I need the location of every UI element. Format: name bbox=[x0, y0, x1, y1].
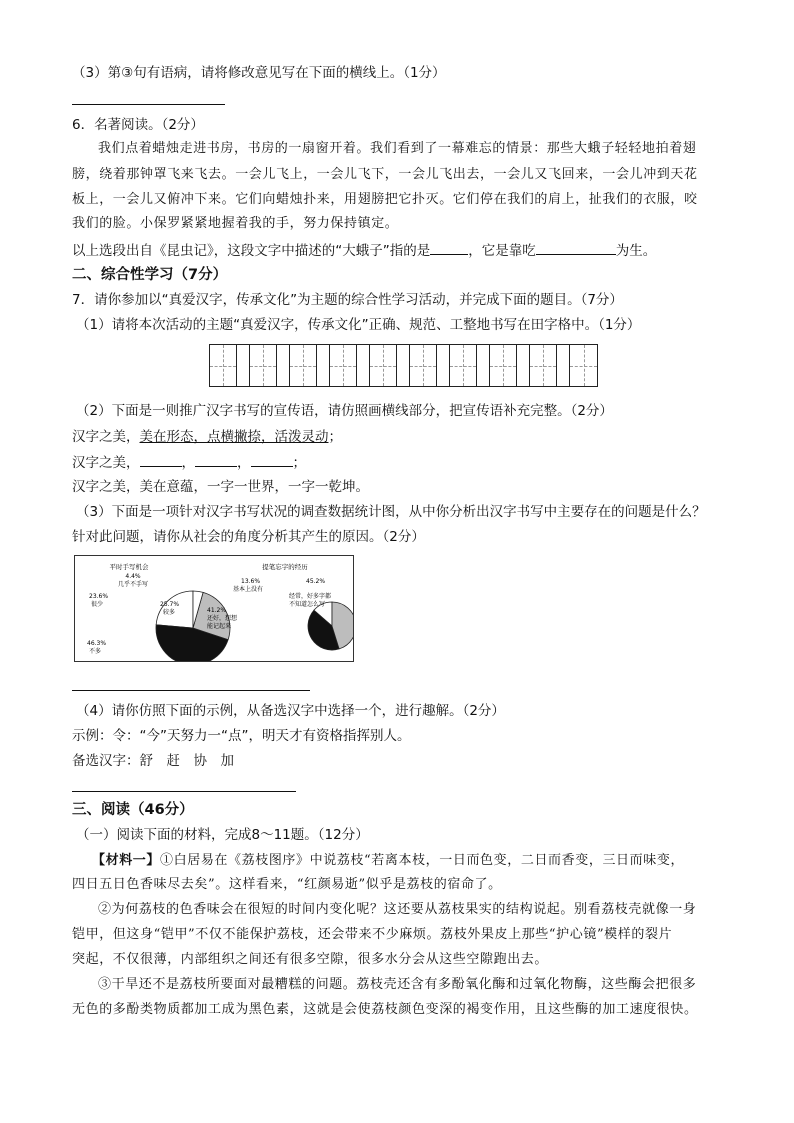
chart-1-category-label: 较多 bbox=[163, 609, 176, 616]
chart-2-category-label: 不知道怎么写 bbox=[289, 601, 326, 608]
question-6-title: 6．名著阅读。（2分） bbox=[72, 117, 204, 133]
question-6-part-a: 以上选段出自《昆虫记》，这段文字中描述的“大蛾子”指的是 bbox=[72, 243, 431, 259]
chart-1-data-label: 23.6% bbox=[89, 593, 109, 600]
question-3-prompt: （3）第③句有语病，请将修改意见写在下面的横线上。（1分） bbox=[72, 65, 446, 81]
grid-gap bbox=[557, 345, 570, 386]
question-7-1-prompt: （1）请将本次活动的主题“真爱汉字，传承文化”正确、规范、工整地书写在田字格中。（1分） bbox=[76, 317, 641, 333]
section-3-heading: 三、阅读（46分） bbox=[72, 802, 194, 818]
grid-cell[interactable] bbox=[490, 345, 517, 386]
material-line: 突起，不仅很薄，内部组织之间还有很多空隙，很多水分会从这些空隙跑出去。 bbox=[72, 952, 549, 967]
chart-2-category-label: 基本上没有 bbox=[233, 586, 264, 593]
grid-gap bbox=[477, 345, 490, 386]
chart-1-data-label: 4.4% bbox=[125, 573, 141, 580]
chart-1-data-label: 25.7% bbox=[160, 601, 180, 608]
slogan-line-1 bbox=[72, 428, 342, 446]
answer-blank[interactable] bbox=[140, 453, 182, 467]
answer-blank[interactable] bbox=[536, 241, 616, 255]
chart-1-category-label: 很少 bbox=[91, 601, 104, 608]
grid-cell[interactable] bbox=[410, 345, 437, 386]
slogan-end: ； bbox=[328, 429, 342, 445]
material-line: ②为何荔枝的色香味会在很短的时间内变化呢？这还要从荔枝果实的结构说起。别看荔枝壳就像一身 bbox=[98, 902, 697, 917]
passage-line: 我们的脸。小保罗紧紧地握着我的手，努力保持镇定。 bbox=[72, 216, 399, 231]
material-1-text: ①白居易在《荔枝图序》中说荔枝“若离本枝，一日而色变，二日而香变，三日而味变， bbox=[160, 853, 685, 868]
grid-gap bbox=[277, 345, 290, 386]
grid-cell[interactable] bbox=[370, 345, 397, 386]
question-6-part-b: ，它是靠吃 bbox=[468, 243, 536, 259]
grid-gap bbox=[437, 345, 450, 386]
question-7-2-prompt: （2）下面是一则推广汉字书写的宣传语，请仿照画横线部分，把宣传语补充完整。（2分） bbox=[76, 403, 613, 419]
survey-charts bbox=[74, 555, 354, 662]
grid-gap bbox=[517, 345, 530, 386]
grid-gap bbox=[397, 345, 410, 386]
grid-gap bbox=[357, 345, 370, 386]
slogan-sep: ， bbox=[181, 455, 195, 471]
slogan-underlined: 美在形态，点横撇捺，活泼灵动 bbox=[139, 429, 329, 445]
chart-1-data-label: 46.3% bbox=[87, 640, 107, 647]
slogan-sep: ， bbox=[237, 455, 251, 471]
grid-cell[interactable] bbox=[570, 345, 597, 386]
survey-charts-svg bbox=[75, 556, 353, 661]
chart-2-data-label: 41.2% bbox=[207, 607, 227, 614]
answer-line[interactable] bbox=[72, 791, 296, 792]
passage-line: 板上，一会儿又俯冲下来。它们向蜡烛扑来，用翅膀把它扑灭。它们停在我们的肩上，扯我们的衣服，咬 bbox=[72, 192, 698, 207]
material-1-label: 【材料一】 bbox=[92, 853, 161, 868]
chart-2-category-label: 还好，想想 bbox=[207, 615, 238, 622]
question-7-prompt: 7．请你参加以“真爱汉字，传承文化”为主题的综合性学习活动，并完成下面的题目。（7分） bbox=[72, 292, 623, 308]
slogan-line-3: 汉字之美，美在意蕴，一字一世界，一字一乾坤。 bbox=[72, 479, 369, 495]
answer-blank[interactable] bbox=[430, 241, 468, 255]
passage-line: 我们点着蜡烛走进书房，书房的一扇窗开着。我们看到了一幕难忘的情景：那些大蛾子轻轻地拍着翅 bbox=[98, 141, 697, 156]
material-1-line bbox=[92, 852, 684, 870]
grid-gap bbox=[317, 345, 330, 386]
chart-2-data-label: 45.2% bbox=[306, 578, 326, 585]
material-line: 铠甲，但这身“铠甲”不仅不能保护荔枝，还会带来不少麻烦。荔枝外果皮上那些“护心镜”模样的裂片 bbox=[72, 927, 673, 942]
chart-2-data-label: 13.6% bbox=[241, 578, 261, 585]
slogan-line-2 bbox=[72, 453, 306, 472]
chart-1-title: 平时手写机会 bbox=[109, 563, 149, 571]
tianzige-grid[interactable] bbox=[209, 344, 598, 387]
grid-cell[interactable] bbox=[330, 345, 357, 386]
question-7-4-prompt: （4）请你仿照下面的示例，从备选汉字中选择一个，进行趣解。（2分） bbox=[76, 703, 505, 719]
question-7-3-prompt-cont: 针对此问题，请你从社会的角度分析其产生的原因。（2分） bbox=[72, 529, 425, 545]
material-line: ③干旱还不是荔枝所要面对最糟糕的问题。荔枝壳还含有多酚氧化酶和过氧化物酶，这些酶会把很多 bbox=[98, 977, 697, 992]
grid-cell[interactable] bbox=[290, 345, 317, 386]
slogan-lead: 汉字之美， bbox=[72, 455, 140, 471]
grid-cell[interactable] bbox=[530, 345, 557, 386]
candidate-characters: 备选汉字：舒 赶 协 加 bbox=[72, 753, 234, 769]
question-7-3-prompt: （3）下面是一项针对汉字书写状况的调查数据统计图，从中你分析出汉字书写中主要存在的问题是什么？ bbox=[76, 504, 706, 520]
answer-blank[interactable] bbox=[251, 453, 293, 467]
question-6-text bbox=[72, 241, 656, 260]
slogan-lead: 汉字之美， bbox=[72, 429, 140, 445]
answer-line[interactable] bbox=[72, 690, 310, 691]
material-line: 无色的多酚类物质都加工成为黑色素，这就是会使荔枝颜色变深的褐变作用，且这些酶的加工速度很快。 bbox=[72, 1002, 698, 1017]
grid-cell[interactable] bbox=[210, 345, 237, 386]
chart-2-category-label: 经常，好多字都 bbox=[289, 593, 332, 600]
material-line: 四日五日色香味尽去矣”。这样看来，“红颜易逝”似乎是荔枝的宿命了。 bbox=[72, 877, 502, 892]
chart-2-title: 提笔忘字的经历 bbox=[262, 563, 308, 571]
example-text: 示例：令：“今”天努力一“点”，明天才有资格指挥别人。 bbox=[72, 728, 411, 744]
passage-line: 膀，绕着那钟罩飞来飞去。一会儿飞上，一会儿飞下，一会儿飞出去，一会儿又飞回来，一会儿冲到天花 bbox=[72, 167, 698, 182]
reading-part-1-prompt: （一）阅读下面的材料，完成8～11题。（12分） bbox=[76, 827, 369, 843]
section-2-heading: 二、综合性学习（7分） bbox=[72, 267, 228, 283]
chart-2-category-label: 能记起来 bbox=[207, 623, 232, 630]
grid-gap bbox=[237, 345, 250, 386]
chart-1-category-label: 不多 bbox=[89, 648, 102, 655]
grid-cell[interactable] bbox=[250, 345, 277, 386]
question-6-part-c: 为生。 bbox=[615, 243, 657, 259]
answer-line[interactable] bbox=[72, 104, 225, 105]
slogan-end: ； bbox=[292, 455, 306, 471]
answer-blank[interactable] bbox=[195, 453, 237, 467]
grid-cell[interactable] bbox=[450, 345, 477, 386]
chart-1-category-label: 几乎不手写 bbox=[117, 581, 149, 588]
